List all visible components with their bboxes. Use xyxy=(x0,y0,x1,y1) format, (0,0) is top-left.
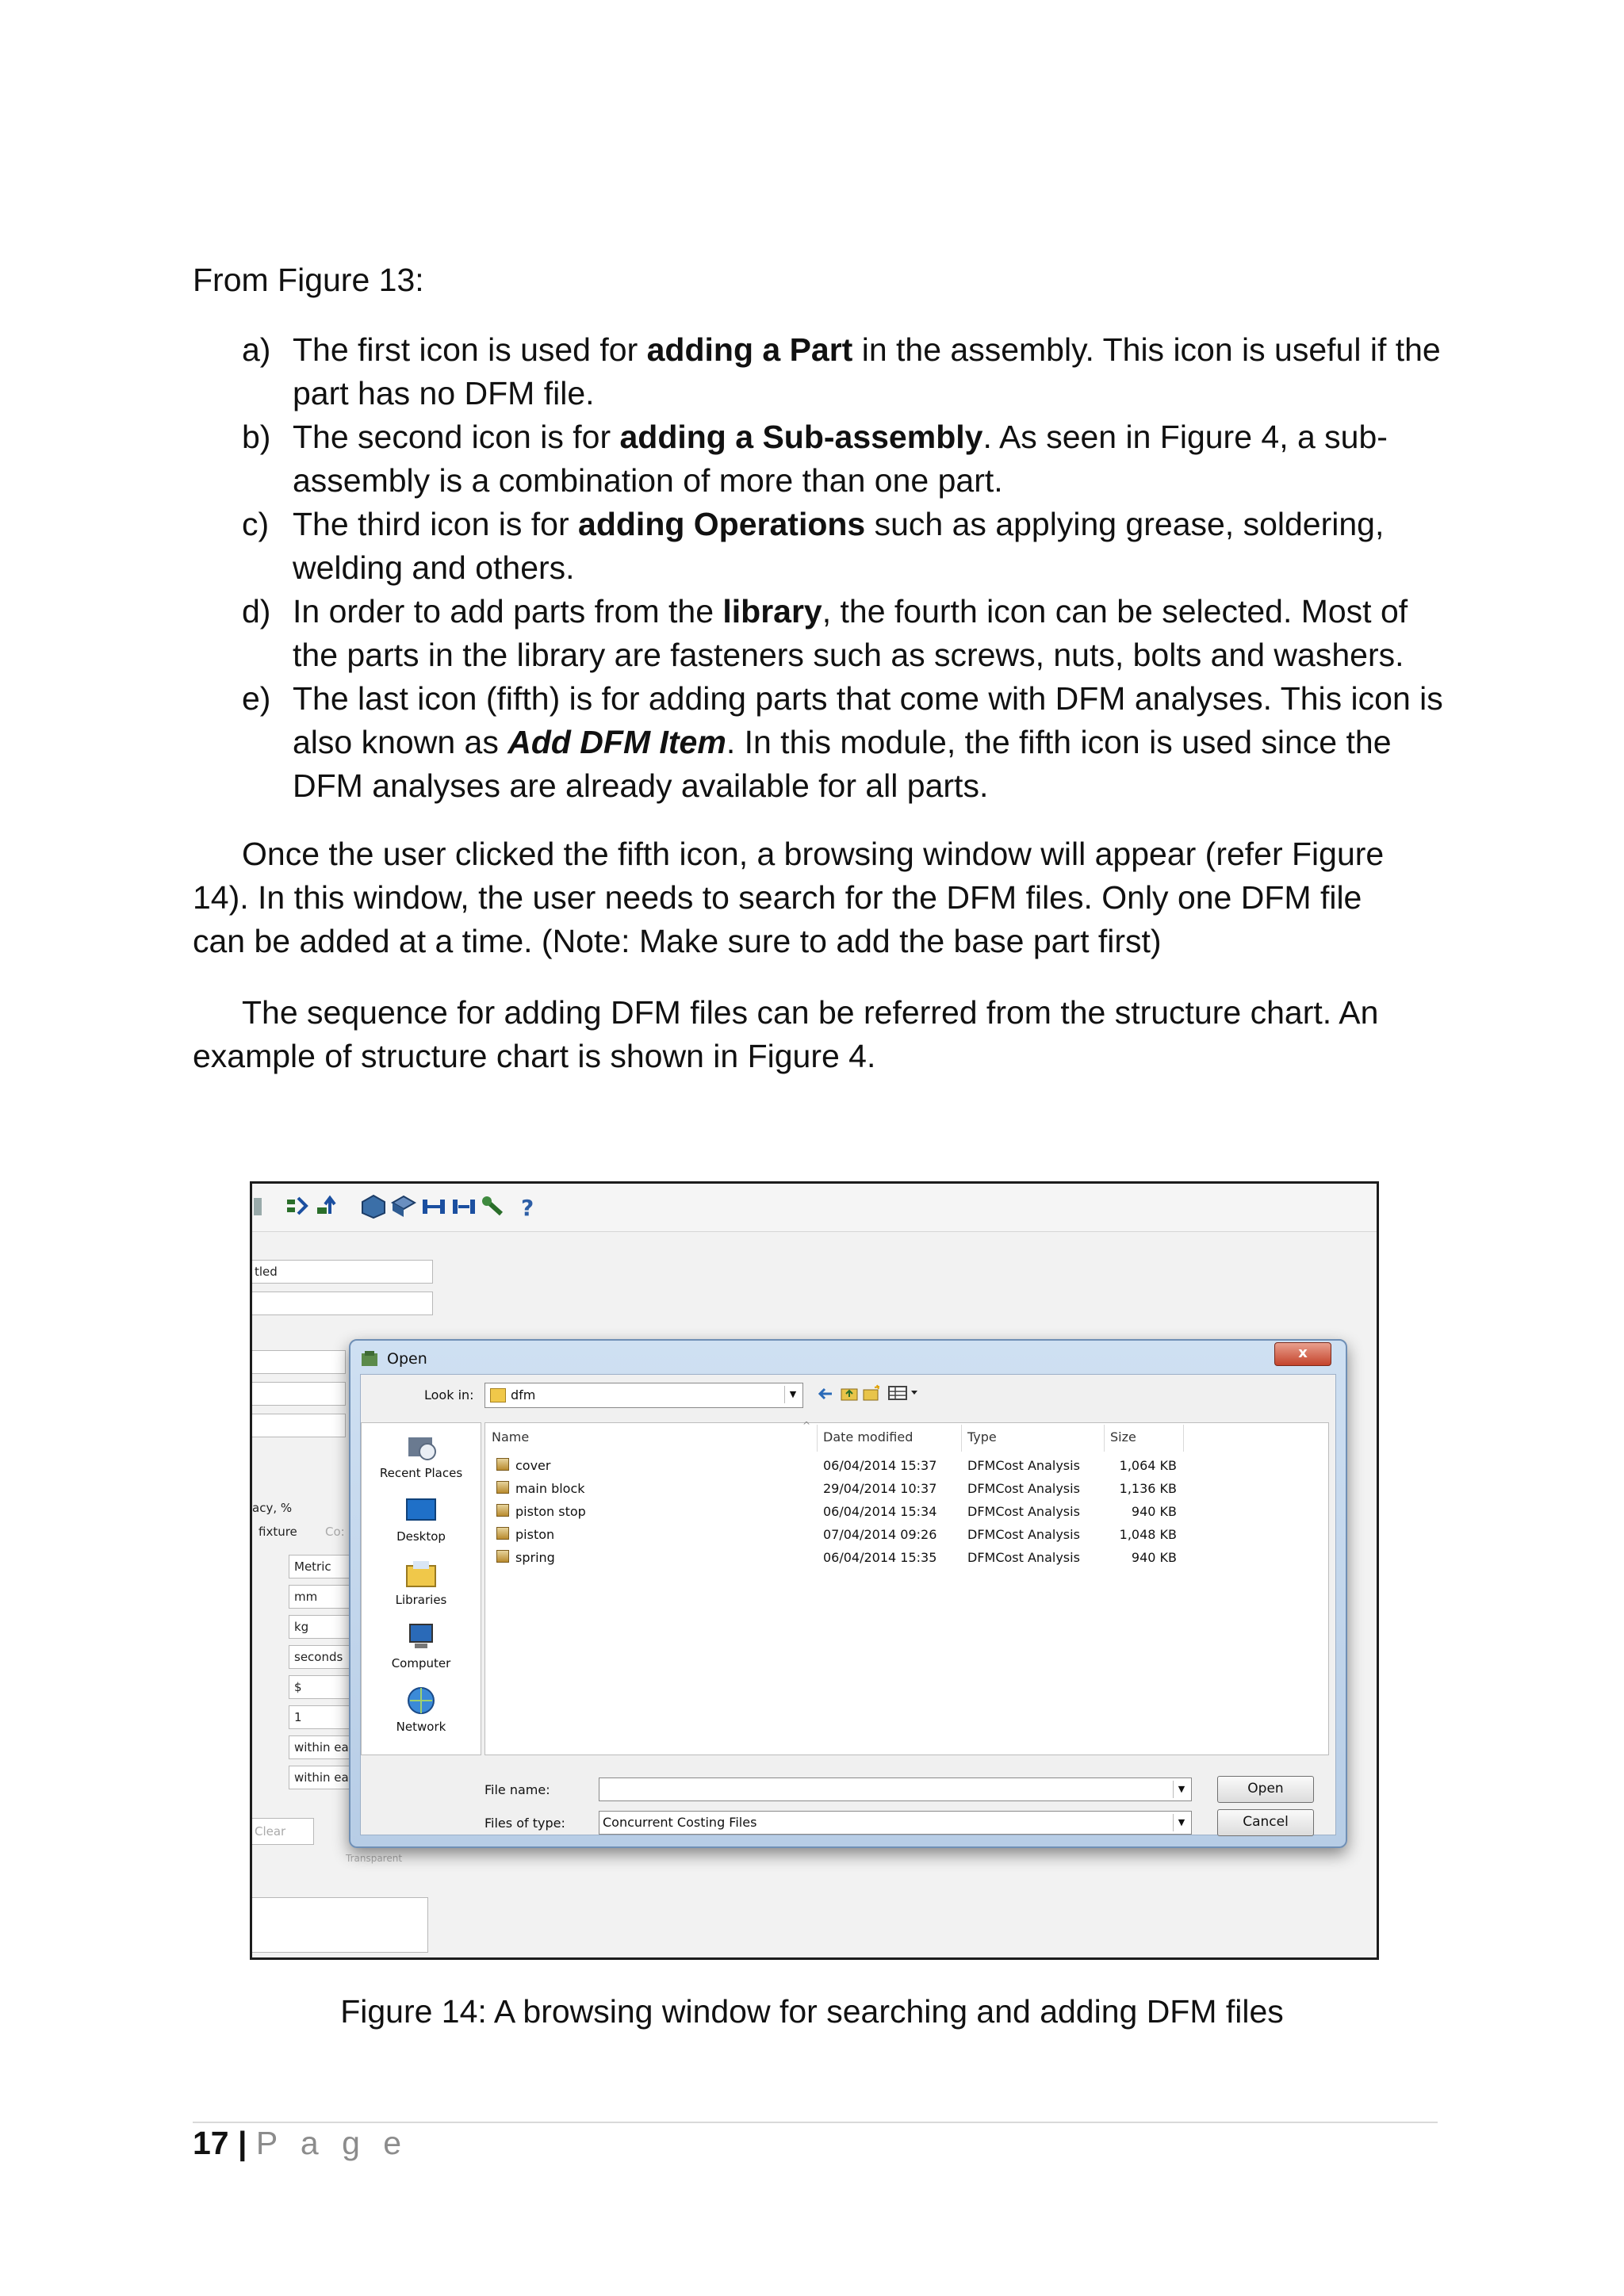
help-icon[interactable] xyxy=(514,1193,541,1220)
file-size: 1,048 KB xyxy=(1119,1527,1177,1542)
desktop-icon xyxy=(404,1494,439,1526)
look-in-value: dfm xyxy=(511,1387,536,1402)
file-name: spring xyxy=(515,1550,555,1565)
file-name: piston xyxy=(515,1527,555,1542)
list-item xyxy=(242,328,1447,415)
transparent-label: Transparent xyxy=(346,1853,403,1864)
column-header-type[interactable]: Type xyxy=(967,1429,997,1445)
file-list xyxy=(485,1422,1329,1755)
nav-computer[interactable] xyxy=(362,1621,481,1670)
close-button[interactable] xyxy=(1274,1342,1331,1366)
add-operation-icon[interactable] xyxy=(360,1193,387,1220)
list-marker: a) xyxy=(242,331,271,368)
list-marker: d) xyxy=(242,593,271,629)
list-marker: b) xyxy=(242,419,271,455)
dialog-title: Open xyxy=(387,1350,427,1368)
network-icon xyxy=(404,1685,439,1716)
nav-network[interactable] xyxy=(362,1685,481,1734)
open-button[interactable]: Open xyxy=(1217,1776,1314,1803)
currency-field[interactable]: $ xyxy=(289,1675,352,1699)
mass-unit-field[interactable]: kg xyxy=(289,1615,352,1639)
file-date: 06/04/2014 15:37 xyxy=(823,1458,937,1473)
paragraph-sequence: The sequence for adding DFM files can be referred from the structure chart. An example of structure chart is shown in Figure 4. xyxy=(193,994,1379,1074)
add-dfm-item-icon[interactable] xyxy=(420,1193,447,1220)
bg-field[interactable] xyxy=(250,1414,346,1437)
length-unit-field[interactable]: mm xyxy=(289,1585,352,1609)
file-type-label: Files of type: xyxy=(485,1816,565,1831)
dfm-file-icon xyxy=(496,1550,509,1563)
file-type: DFMCost Analysis xyxy=(967,1527,1080,1542)
dialog-body xyxy=(360,1374,1336,1835)
folder-icon xyxy=(490,1388,506,1402)
nav-libraries[interactable] xyxy=(362,1558,481,1607)
list-item xyxy=(242,415,1447,503)
time-unit-field[interactable]: seconds xyxy=(289,1645,352,1669)
footer-divider xyxy=(193,2122,1438,2123)
file-row[interactable] xyxy=(485,1547,1328,1569)
title-field[interactable]: tled xyxy=(250,1260,433,1284)
save-icon[interactable] xyxy=(252,1193,279,1220)
file-row[interactable] xyxy=(485,1524,1328,1546)
nav-label: Computer xyxy=(391,1656,451,1670)
file-row[interactable] xyxy=(485,1478,1328,1500)
file-type: DFMCost Analysis xyxy=(967,1481,1080,1496)
list-item xyxy=(242,503,1447,590)
bg-field[interactable] xyxy=(250,1382,346,1406)
file-name: cover xyxy=(515,1458,551,1473)
nav-recent-places[interactable] xyxy=(362,1431,481,1480)
file-size: 940 KB xyxy=(1131,1504,1177,1519)
nav-label: Libraries xyxy=(395,1593,447,1607)
nav-label: Network xyxy=(396,1720,446,1734)
page-footer xyxy=(193,2125,408,2162)
footer-separator: | xyxy=(238,2125,247,2161)
chevron-down-icon: ▼ xyxy=(784,1386,801,1403)
computer-icon xyxy=(404,1621,439,1653)
fixture-label: fixture xyxy=(259,1525,297,1539)
column-divider[interactable] xyxy=(1104,1425,1105,1452)
list-item-text: The second icon is for adding a Sub-assembly. As seen in Figure 4, a sub-assembly is a combination of more than one part. xyxy=(293,419,1388,499)
list-item xyxy=(242,590,1447,677)
dfm-file-icon xyxy=(496,1481,509,1494)
list-item-text: The first icon is used for adding a Part in the assembly. This icon is useful if the part has no DFM file. xyxy=(293,331,1441,411)
column-divider[interactable] xyxy=(1183,1425,1184,1452)
figure-caption: Figure 14: A browsing window for searching and adding DFM files xyxy=(340,1993,1284,2030)
up-folder-icon[interactable] xyxy=(840,1384,859,1402)
nav-label: Recent Places xyxy=(379,1466,463,1480)
cancel-button[interactable]: Cancel xyxy=(1217,1809,1314,1836)
intro-text: From Figure 13: xyxy=(193,262,424,298)
new-folder-icon[interactable] xyxy=(862,1384,881,1402)
column-header-name[interactable]: Name xyxy=(492,1429,530,1445)
paragraph-browsing: Once the user clicked the fifth icon, a browsing window will appear (refer Figure 14). In this window, the user needs to search for the DFM files. Only one DFM file can be added at a time. (Note: Make sure to add the base part first) xyxy=(193,836,1385,959)
file-type: DFMCost Analysis xyxy=(967,1550,1080,1565)
page-number: 17 xyxy=(193,2125,229,2161)
file-name: piston stop xyxy=(515,1504,586,1519)
file-date: 29/04/2014 10:37 xyxy=(823,1481,937,1496)
bg-field[interactable] xyxy=(250,1292,433,1315)
file-name-label: File name: xyxy=(485,1782,550,1797)
look-in-select[interactable] xyxy=(485,1383,803,1408)
icon-description-list xyxy=(242,328,1447,808)
column-header-date[interactable]: Date modified xyxy=(823,1429,914,1445)
file-type: DFMCost Analysis xyxy=(967,1504,1080,1519)
clear-button[interactable]: Clear xyxy=(250,1818,314,1845)
quantity-field[interactable]: 1 xyxy=(289,1705,352,1729)
file-date: 07/04/2014 09:26 xyxy=(823,1527,937,1542)
chevron-down-icon: ▼ xyxy=(1173,1781,1189,1798)
tool-icon[interactable] xyxy=(481,1193,508,1220)
file-size: 1,136 KB xyxy=(1119,1481,1177,1496)
file-row[interactable] xyxy=(485,1455,1328,1477)
chevron-down-icon: ▼ xyxy=(1173,1814,1189,1831)
file-type: DFMCost Analysis xyxy=(967,1458,1080,1473)
bg-field[interactable] xyxy=(250,1350,346,1374)
file-name-input[interactable] xyxy=(599,1777,1192,1801)
add-subassembly-icon[interactable] xyxy=(314,1193,341,1220)
dfm-file-icon xyxy=(496,1504,509,1517)
file-date: 06/04/2014 15:35 xyxy=(823,1550,937,1565)
list-item-text: The last icon (fifth) is for adding parts that come with DFM analyses. This icon is also known as Add DFM Item. In this module, the fifth icon is used since the DFM analyses are already available for all parts. xyxy=(293,680,1443,804)
libraries-icon xyxy=(404,1558,439,1590)
nav-label: Desktop xyxy=(396,1529,446,1544)
list-marker: c) xyxy=(242,506,270,542)
column-divider[interactable] xyxy=(961,1425,962,1452)
dfm-file-icon xyxy=(496,1458,509,1471)
back-icon[interactable] xyxy=(816,1386,835,1402)
column-header-size[interactable]: Size xyxy=(1110,1429,1136,1445)
svg-text:?: ? xyxy=(521,1195,534,1220)
file-type-value: Concurrent Costing Files xyxy=(603,1815,757,1830)
places-bar xyxy=(361,1422,481,1755)
file-name: main block xyxy=(515,1481,585,1496)
figure-screenshot xyxy=(250,1181,1379,1960)
toolbar xyxy=(252,1184,1377,1232)
accuracy-label: acy, % xyxy=(252,1501,293,1515)
scope-field[interactable]: within ea xyxy=(289,1766,352,1789)
look-in-label: Look in: xyxy=(424,1387,474,1402)
dfm-file-icon xyxy=(496,1527,509,1540)
nav-desktop[interactable] xyxy=(362,1494,481,1544)
sort-arrow-icon: ^ xyxy=(802,1420,811,1431)
list-marker: e) xyxy=(242,680,271,717)
library-icon[interactable] xyxy=(390,1193,417,1220)
units-field[interactable]: Metric xyxy=(289,1555,352,1578)
file-row[interactable] xyxy=(485,1501,1328,1523)
page-word: P a g e xyxy=(255,2125,409,2161)
list-item-text: The third icon is for adding Operations such as applying grease, soldering, welding and others. xyxy=(293,506,1385,586)
file-size: 940 KB xyxy=(1131,1550,1177,1565)
view-menu-icon[interactable] xyxy=(887,1384,919,1402)
close-icon: x xyxy=(1298,1345,1308,1361)
column-divider[interactable] xyxy=(817,1425,818,1452)
recent-places-icon xyxy=(404,1431,439,1463)
open-dialog xyxy=(349,1339,1347,1848)
app-icon xyxy=(360,1350,379,1368)
file-date: 06/04/2014 15:34 xyxy=(823,1504,937,1519)
list-item-text: In order to add parts from the library, the fourth icon can be selected. Most of the parts in the library are fasteners such as screws, nuts, bolts and washers. xyxy=(293,593,1408,673)
cost-label: Co: xyxy=(325,1525,345,1539)
add-part-icon[interactable] xyxy=(284,1193,311,1220)
item-icon[interactable] xyxy=(450,1193,477,1220)
file-size: 1,064 KB xyxy=(1119,1458,1177,1473)
scope-field[interactable]: within ea xyxy=(289,1735,352,1759)
bg-field[interactable] xyxy=(250,1897,428,1953)
list-item xyxy=(242,677,1447,808)
file-type-select[interactable] xyxy=(599,1811,1192,1835)
